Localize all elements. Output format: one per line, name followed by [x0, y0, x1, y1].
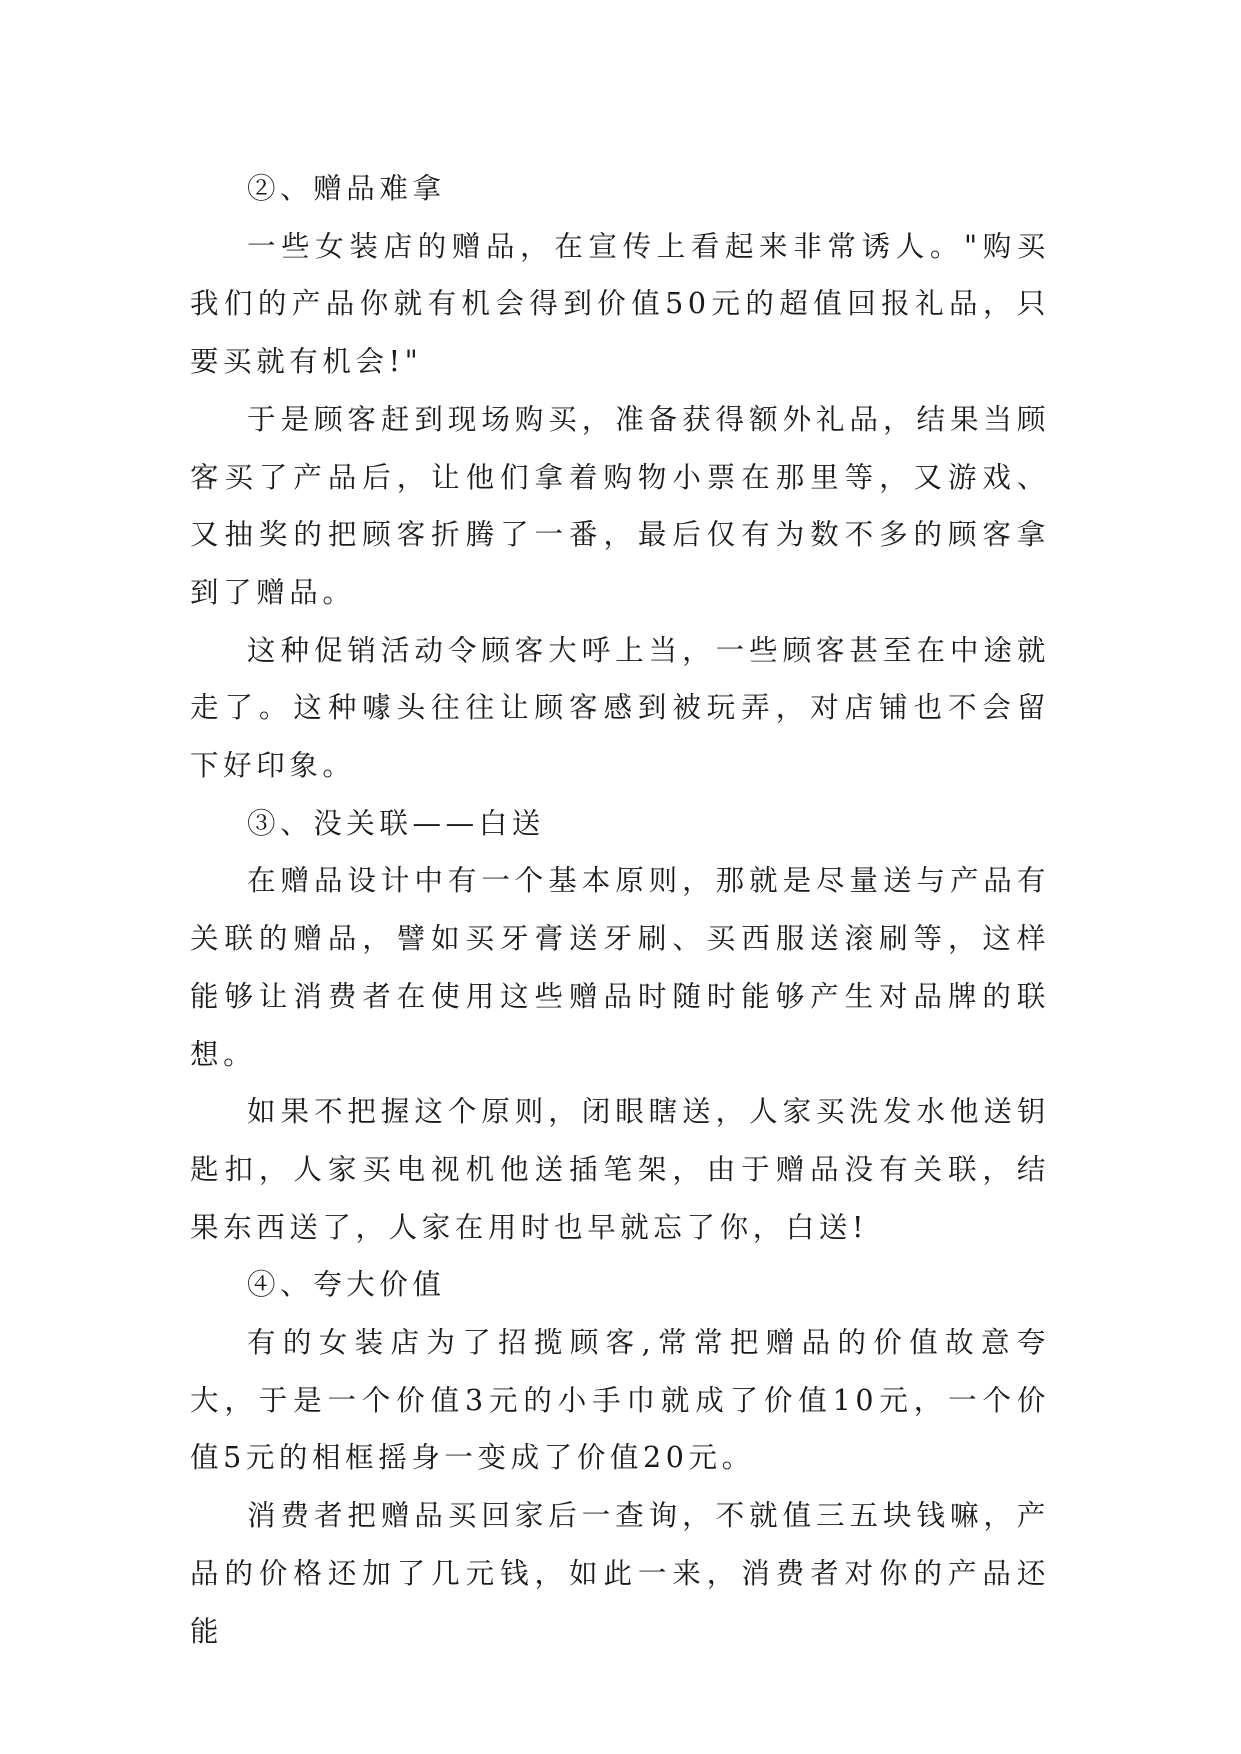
section-heading-no-relevance: ③、没关联——白送	[247, 806, 545, 840]
paragraph: 如果不把握这个原则，闭眼瞎送，人家买洗发水他送钥匙扣，人家买电视机他送插笔架，由于赠品没有关联，结果东西送了，人家在用时也早就忘了你，白送!	[190, 1095, 1050, 1244]
paragraph: 这种促销活动令顾客大呼上当，一些顾客甚至在中途就走了。这种噱头往往让顾客感到被玩弄，对店铺也不会留下好印象。	[190, 633, 1050, 783]
section-heading-exaggerated-value: ④、夸大价值	[247, 1268, 446, 1302]
paragraph: 消费者把赠品买回家后一查询，不就值三五块钱嘛，产品的价格还加了几元钱，如此一来，消费者对你的产品还能	[190, 1499, 1050, 1648]
paragraph: 一些女装店的赠品，在宣传上看起来非常诱人。"购买我们的产品你就有机会得到价值50元的超值回报礼品，只要买就有机会!"	[190, 229, 1050, 379]
paragraph: 于是顾客赶到现场购买，准备获得额外礼品，结果当顾客买了产品后，让他们拿着购物小票在那里等，又游戏、又抽奖的把顾客折腾了一番，最后仅有为数不多的顾客拿到了赠品。	[190, 402, 1050, 609]
paragraph: 在赠品设计中有一个基本原则，那就是尽量送与产品有关联的赠品，譬如买牙膏送牙刷、买西服送滚刷等，这样能够让消费者在使用这些赠品时随时能够产生对品牌的联想。	[190, 864, 1050, 1071]
paragraph: 有的女装店为了招揽顾客,常常把赠品的价值故意夸大，于是一个价值3元的小手巾就成了价值10元，一个价值5元的相框摇身一变成了价值20元。	[190, 1326, 1050, 1475]
document-body	[190, 160, 1050, 1660]
section-heading-gift-hard-to-get: ②、赠品难拿	[247, 172, 446, 205]
